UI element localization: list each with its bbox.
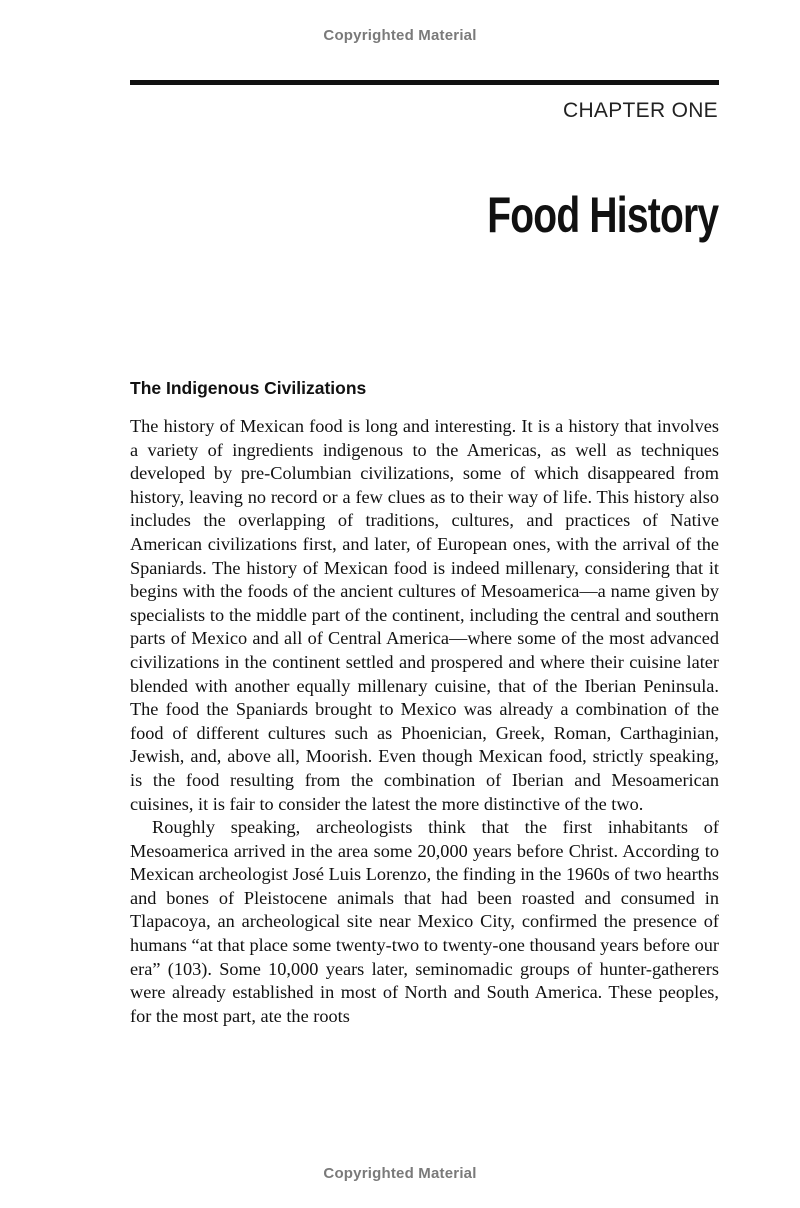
- paragraph-1: The history of Mexican food is long and interesting. It is a history that involves a variety of ingredients indigenous to the Americas, as well as techniques developed by pre-Columbian civilizations, some of which disappeared from history, leaving no record or a few clues as to their way of life. This history also includes the overlapping of traditions, cultures, and practices of Native American civilizations first, and later, of European ones, with the arrival of the Spaniards. The history of Mexican food is indeed millenary, considering that it begins with the foods of the ancient cultures of Mesoamerica—a name given by specialists to the middle part of the continent, including the central and southern parts of Mexico and all of Central America—where some of the most advanced civilizations in the continent settled and prospered and where their cuisine later blended with another equally millenary cuisine, that of the Iberian Peninsula. The food the Spaniards brought to Mexico was already a combination of the food of different cultures such as Phoenician, Greek, Roman, Carthaginian, Jewish, and, above all, Moorish. Even though Mexican food, strictly speaking, is the food resulting from the combination of Iberian and Mesoamerican cuisines, it is fair to consider the latest the more distinctive of the two.: [130, 416, 719, 814]
- copyright-watermark-bottom: Copyrighted Material: [323, 1165, 477, 1182]
- body-text: [130, 415, 719, 1028]
- chapter-title: Food History: [486, 187, 718, 243]
- chapter-label: CHAPTER ONE: [563, 99, 718, 122]
- chapter-rule: [130, 80, 719, 85]
- section-heading: The Indigenous Civilizations: [130, 378, 367, 398]
- paragraph-2: Roughly speaking, archeologists think that the first inhabitants of Mesoamerica arrived in the area some 20,000 years before Christ. According to Mexican archeologist José Luis Lorenzo, the finding in the 1960s of two hearths and bones of Pleistocene animals that had been roasted and consumed in Tlapacoya, an archeological site near Mexico City, confirmed the presence of humans “at that place some twenty-two to twenty-one thousand years before our era” (103). Some 10,000 years later, seminomadic groups of hunter-gatherers were already established in most of North and South America. These peoples, for the most part, ate the roots: [130, 817, 719, 1026]
- copyright-watermark-top: Copyrighted Material: [323, 27, 477, 44]
